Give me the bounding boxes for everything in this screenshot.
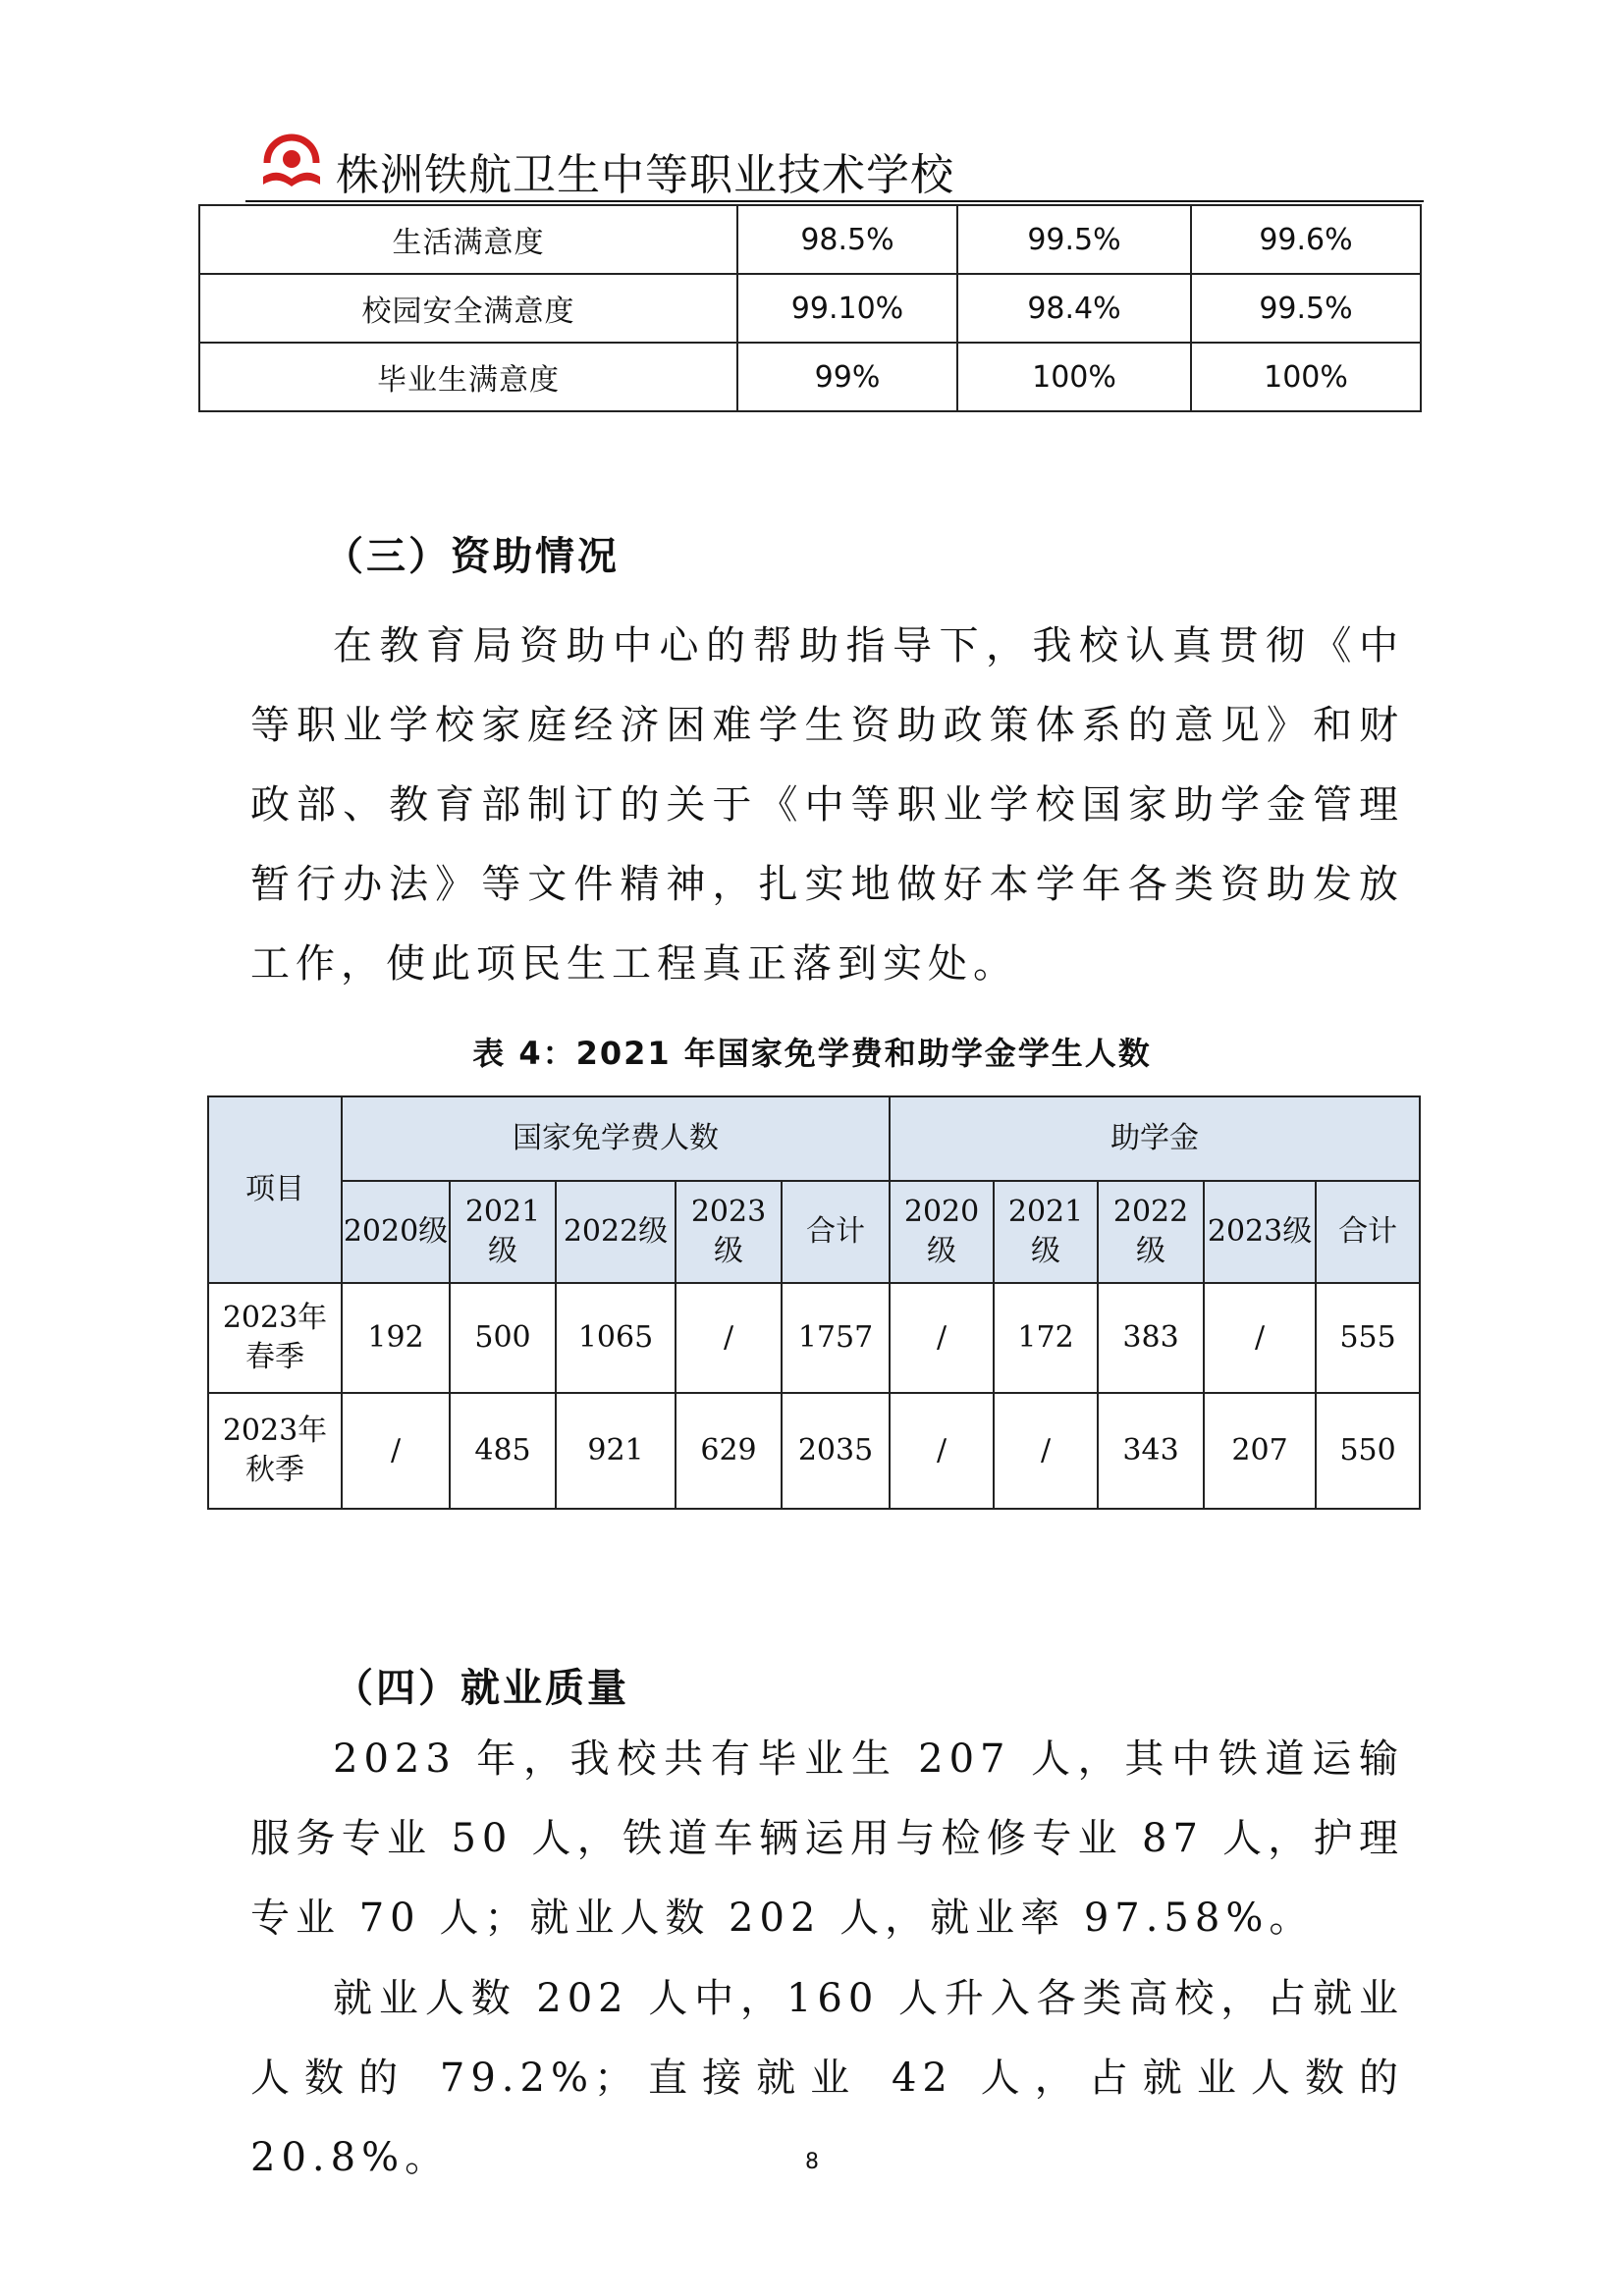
table-cell: 1065 xyxy=(556,1283,676,1393)
row-label: 2023年春季 xyxy=(208,1283,342,1393)
column-header: 合计 xyxy=(782,1181,890,1283)
row-label: 校园安全满意度 xyxy=(199,274,737,343)
page-number: 8 xyxy=(805,2150,819,2174)
table-cell: 1757 xyxy=(782,1283,890,1393)
table-cell: / xyxy=(676,1283,782,1393)
column-header: 2022级 xyxy=(1098,1181,1204,1283)
table-cell: 172 xyxy=(994,1283,1098,1393)
column-header: 2023级 xyxy=(1204,1181,1316,1283)
item-header: 项目 xyxy=(208,1096,342,1283)
section4-heading: （四）就业质量 xyxy=(334,1666,629,1711)
table-cell: / xyxy=(342,1393,450,1509)
table-cell: / xyxy=(890,1283,994,1393)
table-cell: / xyxy=(994,1393,1098,1509)
table-row xyxy=(208,1283,1420,1393)
table-cell: 550 xyxy=(1316,1393,1420,1509)
satisfaction-table xyxy=(198,204,1422,412)
school-name: 株洲铁航卫生中等职业技术学校 xyxy=(336,150,954,200)
table-cell: 555 xyxy=(1316,1283,1420,1393)
table-cell: 100% xyxy=(957,343,1191,411)
table-cell: 98.5% xyxy=(737,205,957,274)
section3-paragraph: 在教育局资助中心的帮助指导下，我校认真贯彻《中等职业学校家庭经济困难学生资助政策体系的意见》和财政部、教育部制订的关于《中等职业学校国家助学金管理暂行办法》等文件精神，扎实地做好本学年各类资助发放工作，使此项民生工程真正落到实处。 xyxy=(250,623,1404,987)
table-cell: 2035 xyxy=(782,1393,890,1509)
table-cell: 99.6% xyxy=(1191,205,1421,274)
table-cell: 343 xyxy=(1098,1393,1204,1509)
table-cell: 100% xyxy=(1191,343,1421,411)
page-header xyxy=(245,126,1424,202)
column-header: 2023级 xyxy=(676,1181,782,1283)
table-cell: 99.5% xyxy=(957,205,1191,274)
table-cell: 99% xyxy=(737,343,957,411)
row-label: 毕业生满意度 xyxy=(199,343,737,411)
table-row xyxy=(199,205,1421,274)
column-header: 2021级 xyxy=(994,1181,1098,1283)
column-header: 合计 xyxy=(1316,1181,1420,1283)
grant-header: 助学金 xyxy=(890,1096,1420,1181)
column-header: 2021级 xyxy=(450,1181,556,1283)
table4-caption: 表 4：2021 年国家免学费和助学金学生人数 xyxy=(472,1035,1152,1072)
table-cell: 99.5% xyxy=(1191,274,1421,343)
table-row xyxy=(199,274,1421,343)
table-cell: 207 xyxy=(1204,1393,1316,1509)
column-header: 2022级 xyxy=(556,1181,676,1283)
table-cell: / xyxy=(890,1393,994,1509)
row-label: 2023年秋季 xyxy=(208,1393,342,1509)
table-cell: 383 xyxy=(1098,1283,1204,1393)
column-header: 2020级 xyxy=(890,1181,994,1283)
school-emblem-icon xyxy=(259,133,324,192)
section4-paragraph-1: 2023 年，我校共有毕业生 207 人，其中铁道运输服务专业 50 人，铁道车辆运用与检修专业 87 人，护理专业 70 人；就业人数 202 人，就业率 97.58%。 xyxy=(250,1736,1404,1941)
row-label: 生活满意度 xyxy=(199,205,737,274)
table-cell: 98.4% xyxy=(957,274,1191,343)
tuition-free-header: 国家免学费人数 xyxy=(342,1096,890,1181)
table-cell: 99.10% xyxy=(737,274,957,343)
section4-paragraph-2: 就业人数 202 人中，160 人升入各类高校，占就业人数的 79.2%；直接就业 42 人，占就业人数的 20.8%。 xyxy=(250,1976,1404,2180)
table-cell: 629 xyxy=(676,1393,782,1509)
column-header: 2020级 xyxy=(342,1181,450,1283)
aid-table xyxy=(207,1095,1421,1510)
header-rule xyxy=(245,200,1424,202)
table-cell: / xyxy=(1204,1283,1316,1393)
section3-heading: （三）资助情况 xyxy=(324,534,620,579)
table-header-row xyxy=(208,1096,1420,1181)
table-cell: 921 xyxy=(556,1393,676,1509)
table-row xyxy=(199,343,1421,411)
table-cell: 485 xyxy=(450,1393,556,1509)
table-row xyxy=(208,1393,1420,1509)
table-cell: 192 xyxy=(342,1283,450,1393)
table-cell: 500 xyxy=(450,1283,556,1393)
table-subheader-row xyxy=(208,1181,1420,1283)
